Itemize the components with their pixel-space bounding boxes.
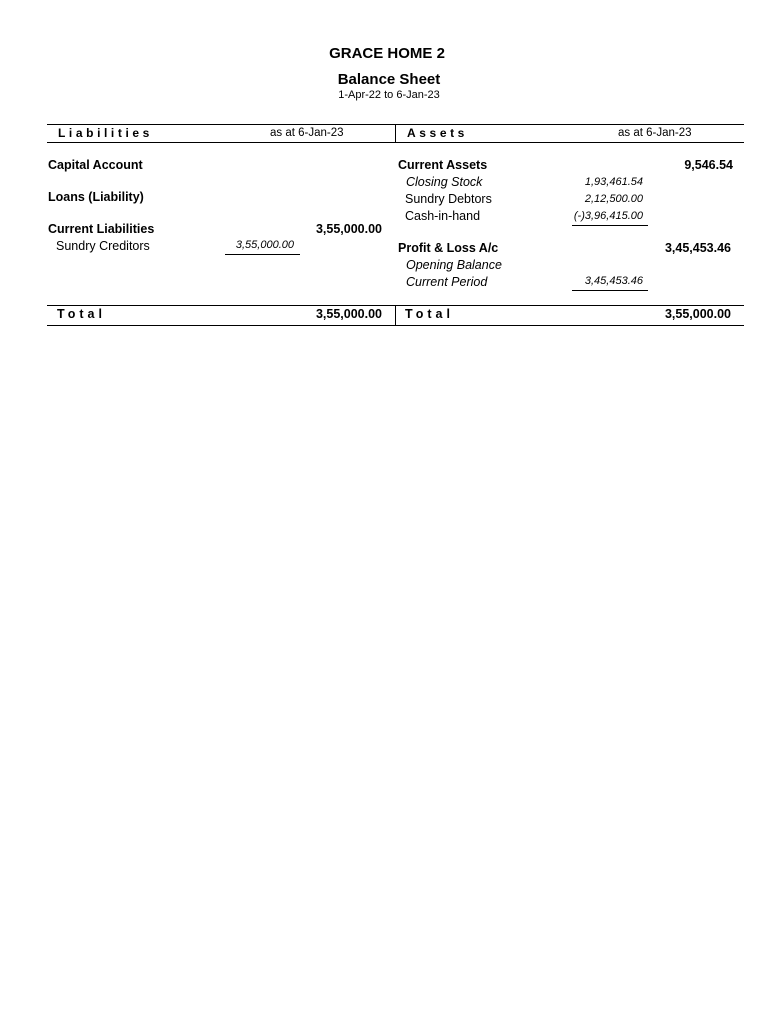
- table-header-rule: [47, 142, 744, 143]
- current-assets-label: Current Assets: [398, 158, 488, 172]
- cash-in-hand-underline: [572, 225, 648, 226]
- report-title: Balance Sheet: [337, 71, 441, 88]
- report-period: 1-Apr-22 to 6-Jan-23: [338, 89, 440, 101]
- closing-stock-value: 1,93,461.54: [584, 176, 643, 188]
- current-liabilities-label: Current Liabilities: [48, 222, 155, 236]
- current-period-label: Current Period: [406, 275, 488, 289]
- column-divider-total: [395, 305, 396, 325]
- table-bottom-rule: [47, 325, 744, 326]
- sundry-debtors-value: 2,12,500.00: [584, 193, 643, 205]
- liabilities-total: 3,55,000.00: [315, 307, 382, 321]
- sundry-creditors-underline: [225, 254, 300, 255]
- liabilities-total-label: Total: [57, 307, 106, 321]
- cash-in-hand-value: (-)3,96,415.00: [573, 210, 643, 222]
- column-divider: [395, 124, 396, 142]
- loans-label: Loans (Liability): [48, 190, 144, 204]
- current-liabilities-total: 3,55,000.00: [315, 222, 382, 236]
- sundry-creditors-value: 3,55,000.00: [235, 239, 294, 251]
- assets-heading: Assets: [407, 126, 468, 140]
- liabilities-as-at: as at 6-Jan-23: [270, 127, 344, 139]
- sundry-creditors-label: Sundry Creditors: [56, 239, 150, 253]
- liabilities-heading: Liabilities: [58, 126, 153, 140]
- current-period-underline: [572, 290, 648, 291]
- capital-account-label: Capital Account: [48, 158, 143, 172]
- opening-balance-label: Opening Balance: [406, 258, 502, 272]
- assets-total: 3,55,000.00: [664, 307, 731, 321]
- company-name: GRACE HOME 2: [329, 45, 445, 62]
- profit-loss-label: Profit & Loss A/c: [398, 241, 499, 255]
- profit-loss-total: 3,45,453.46: [664, 241, 731, 255]
- sundry-debtors-label: Sundry Debtors: [405, 192, 492, 206]
- cash-in-hand-label: Cash-in-hand: [405, 209, 481, 223]
- closing-stock-label: Closing Stock: [406, 175, 483, 189]
- assets-total-label: Total: [405, 307, 454, 321]
- current-period-value: 3,45,453.46: [584, 275, 643, 287]
- assets-as-at: as at 6-Jan-23: [618, 127, 692, 139]
- current-assets-total: 9,546.54: [684, 158, 733, 172]
